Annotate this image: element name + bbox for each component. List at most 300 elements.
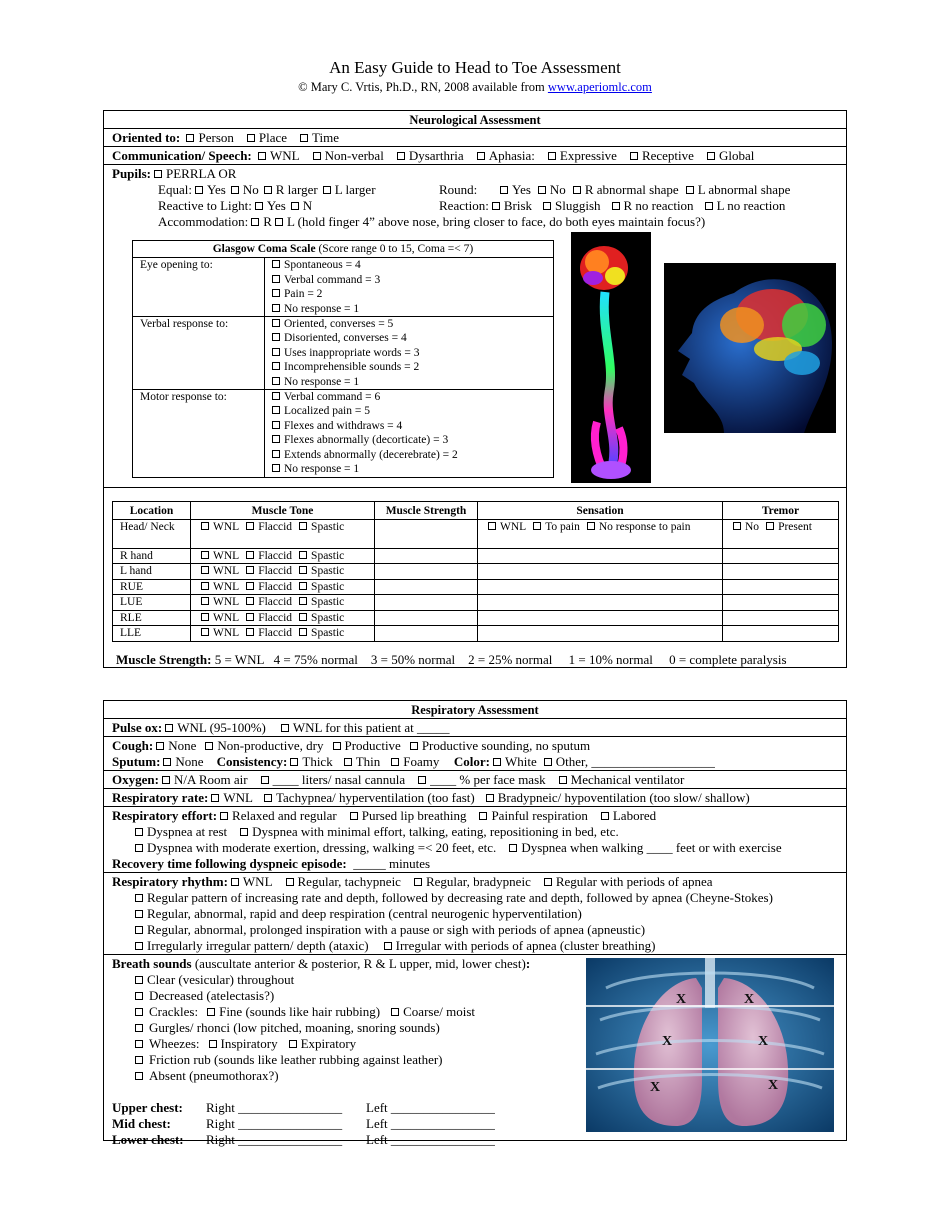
gcs-item [272, 448, 546, 462]
gcs-checkbox[interactable] [272, 304, 280, 312]
rhythm-pattern-option [132, 906, 582, 921]
pulse-options [162, 720, 461, 735]
tone-option [296, 550, 344, 562]
consistency-option [341, 754, 381, 769]
round-label: R abnormal shape [584, 182, 679, 197]
consistency-label: Foamy [403, 754, 440, 769]
reaction-label: Reaction: [439, 198, 489, 213]
tone-checkbox[interactable] [246, 551, 254, 559]
wheezes-checkbox[interactable] [135, 1040, 143, 1048]
sensation-cell [478, 579, 723, 595]
tone-option [198, 612, 239, 624]
comm-option [704, 148, 754, 163]
sensation-cell [478, 519, 723, 548]
tone-checkbox[interactable] [201, 582, 209, 590]
reaction-label: Brisk [503, 198, 532, 213]
dyspnea-option [506, 840, 781, 855]
tone-option [243, 565, 292, 577]
cough-checkbox[interactable] [410, 742, 418, 750]
wheezes-label: Expiratory [300, 1036, 357, 1051]
oriented-checkbox[interactable] [247, 134, 255, 142]
comm-option [627, 148, 694, 163]
comm-checkbox[interactable] [707, 152, 715, 160]
gcs-item [272, 346, 546, 360]
website-link[interactable]: www.aperiomlc.com [547, 80, 652, 94]
perrla-checkbox[interactable] [154, 170, 162, 178]
tone-checkbox[interactable] [201, 522, 209, 530]
gcs-note: (Score range 0 to 15, Coma =< 7) [318, 243, 474, 255]
cough-checkbox[interactable] [333, 742, 341, 750]
rhythm-pattern-option [132, 938, 369, 953]
rhythm-pattern-label: Irregular with periods of apnea (cluster breathing) [395, 938, 656, 953]
comm-checkbox[interactable] [313, 152, 321, 160]
tone-checkbox[interactable] [299, 566, 307, 574]
effort-row [104, 806, 846, 872]
color-checkbox[interactable] [493, 758, 501, 766]
sensation-checkbox[interactable] [587, 522, 595, 530]
rhythm-checkbox[interactable] [231, 878, 239, 886]
comm-checkbox[interactable] [548, 152, 556, 160]
dyspnea-option [237, 824, 619, 839]
tone-label: WNL [213, 611, 240, 624]
tone-checkbox[interactable] [201, 613, 209, 621]
rate-checkbox[interactable] [211, 794, 219, 802]
glasgow-coma-scale [132, 240, 554, 478]
round-option [497, 182, 531, 197]
comm-label: Global [718, 148, 755, 163]
consistency-label: Thick [302, 754, 333, 769]
tone-checkbox[interactable] [201, 566, 209, 574]
gcs-checkbox[interactable] [272, 260, 280, 268]
sensation-checkbox[interactable] [488, 522, 496, 530]
dyspnea-checkbox[interactable] [135, 828, 143, 836]
tone-label: Flaccid [258, 565, 293, 577]
tremor-cell [723, 626, 839, 642]
tone-label: WNL [213, 596, 240, 608]
gcs-item-label: No response = 1 [284, 463, 360, 476]
tone-checkbox[interactable] [201, 551, 209, 559]
reactive-label: Yes [266, 198, 286, 213]
tone-option [296, 521, 344, 533]
gcs-checkbox[interactable] [272, 333, 280, 341]
tone-label: WNL [213, 627, 240, 639]
tone-label: WNL [213, 565, 240, 577]
oxygen-option [159, 772, 248, 787]
muscle-tone-cell [191, 626, 375, 642]
comm-checkbox[interactable] [477, 152, 485, 160]
effort-checkbox[interactable] [350, 812, 358, 820]
oxygen-checkbox[interactable] [261, 776, 269, 784]
tone-option [198, 581, 239, 593]
crackles-label: Fine (sounds like hair rubbing) [219, 1004, 381, 1019]
cough-checkbox[interactable] [156, 742, 164, 750]
round-checkbox[interactable] [538, 186, 546, 194]
decreased-checkbox[interactable] [135, 992, 143, 1000]
gcs-item-label: No response = 1 [284, 375, 360, 388]
rhythm-option [541, 874, 713, 889]
sensation-option [530, 521, 580, 533]
tremor-cell [723, 519, 839, 548]
effort-label: Respiratory effort: [112, 808, 218, 823]
sensation-checkbox[interactable] [533, 522, 541, 530]
reactive-checkbox[interactable] [291, 202, 299, 210]
effort-option [476, 808, 587, 823]
cough-option [407, 738, 590, 753]
round-checkbox[interactable] [573, 186, 581, 194]
rhythm-pattern-checkbox[interactable] [135, 926, 143, 934]
gcs-item [272, 390, 546, 404]
tone-checkbox[interactable] [246, 566, 254, 574]
rhythm-pattern-option [381, 938, 656, 953]
chest-right-field[interactable]: Right ________________ [206, 1132, 343, 1147]
comm-checkbox[interactable] [397, 152, 405, 160]
tone-checkbox[interactable] [246, 522, 254, 530]
reaction-checkbox[interactable] [705, 202, 713, 210]
comm-label: Receptive [641, 148, 694, 163]
consistency-checkbox[interactable] [290, 758, 298, 766]
gcs-item [272, 287, 546, 301]
equal-checkbox[interactable] [264, 186, 272, 194]
gcs-checkbox[interactable] [272, 377, 280, 385]
crackles-checkbox[interactable] [207, 1008, 215, 1016]
pulse-checkbox[interactable] [165, 724, 173, 732]
rhythm-checkbox[interactable] [544, 878, 552, 886]
reaction-options [489, 198, 794, 213]
comm-checkbox[interactable] [630, 152, 638, 160]
rhythm-pattern-option [132, 890, 773, 905]
tone-checkbox[interactable] [246, 582, 254, 590]
rhythm-checkbox[interactable] [414, 878, 422, 886]
rate-checkbox[interactable] [264, 794, 272, 802]
tone-option [243, 521, 292, 533]
document-title: An Easy Guide to Head to Toe Assessment [329, 58, 621, 77]
accom-r-checkbox[interactable] [251, 218, 259, 226]
gcs-category: Verbal response to: [133, 317, 265, 390]
tone-checkbox[interactable] [246, 597, 254, 605]
comm-option [310, 148, 384, 163]
oriented-checkbox[interactable] [186, 134, 194, 142]
tone-option [243, 550, 292, 562]
equal-checkbox[interactable] [195, 186, 203, 194]
lung-marker: X [662, 1034, 673, 1049]
tremor-cell [723, 595, 839, 611]
muscle-tone-cell [191, 564, 375, 580]
oriented-option [297, 130, 339, 145]
rhythm-pattern-checkbox[interactable] [135, 894, 143, 902]
pulse-label: WNL for this patient at _____ [292, 720, 450, 735]
dyspnea-checkbox[interactable] [509, 844, 517, 852]
rhythm-pattern-label: Regular pattern of increasing rate and depth, followed by decreasing rate and depth, followed by apnea (Cheyne-Stokes) [147, 890, 773, 905]
reaction-checkbox[interactable] [492, 202, 500, 210]
equal-label: L larger [334, 182, 376, 197]
oriented-options [183, 130, 349, 145]
rate-option [208, 790, 253, 805]
gcs-checkbox[interactable] [272, 362, 280, 370]
sensation-cell [478, 548, 723, 564]
equal-options [192, 182, 378, 197]
rate-label: Bradypneic/ hypoventilation (too slow/ shallow) [497, 790, 750, 805]
tremor-checkbox[interactable] [733, 522, 741, 530]
gcs-row [133, 390, 554, 477]
gcs-item [272, 258, 546, 272]
neuro-header: Neurological Assessment [409, 113, 541, 127]
comm-row [104, 146, 846, 164]
copyright-line [0, 80, 950, 95]
muscle-location: Head/ Neck [113, 519, 191, 548]
gcs-options [265, 317, 554, 390]
chest-left-field[interactable]: Left ________________ [366, 1132, 495, 1147]
wheezes-checkbox[interactable] [289, 1040, 297, 1048]
gcs-item-label: Localized pain = 5 [284, 405, 370, 418]
tone-option [296, 627, 344, 639]
gcs-checkbox[interactable] [272, 421, 280, 429]
muscle-location: LUE [113, 595, 191, 611]
tone-checkbox[interactable] [246, 613, 254, 621]
round-checkbox[interactable] [500, 186, 508, 194]
crackles-label: Crackles: [149, 1004, 199, 1019]
rhythm-pattern-checkbox[interactable] [384, 942, 392, 950]
muscle-location: RLE [113, 610, 191, 626]
rhythm-line [112, 922, 838, 938]
comm-label: WNL [270, 148, 300, 163]
oriented-label: Person [198, 130, 234, 145]
effort-option [347, 808, 467, 823]
muscle-location: L hand [113, 564, 191, 580]
recovery-label: Recovery time following dyspneic episode: [112, 856, 347, 871]
oxygen-options [159, 772, 694, 787]
tone-label: Flaccid [258, 580, 293, 593]
gcs-item-label: Disoriented, converses = 4 [284, 332, 407, 345]
round-checkbox[interactable] [686, 186, 694, 194]
consistency-checkbox[interactable] [391, 758, 399, 766]
dyspnea-option [132, 824, 227, 839]
color-checkbox[interactable] [544, 758, 552, 766]
oxygen-option [415, 772, 546, 787]
rhythm-pattern-checkbox[interactable] [135, 910, 143, 918]
gcs-checkbox[interactable] [272, 319, 280, 327]
consistency-label: Consistency: [216, 754, 288, 769]
comm-option [474, 148, 535, 163]
oriented-checkbox[interactable] [300, 134, 308, 142]
accom-l-checkbox[interactable] [275, 218, 283, 226]
consistency-option [388, 754, 439, 769]
gcs-checkbox[interactable] [272, 435, 280, 443]
tone-option [198, 550, 239, 562]
oriented-option [244, 130, 287, 145]
reactive-checkbox[interactable] [255, 202, 263, 210]
recovery-value: _____ minutes [353, 856, 431, 871]
rate-option [261, 790, 475, 805]
tremor-checkbox[interactable] [766, 522, 774, 530]
rhythm-label: Regular with periods of apnea [555, 874, 713, 889]
color-label: Color: [453, 754, 490, 769]
gcs-item-label: No response = 1 [284, 302, 360, 315]
col-location: Location [113, 502, 191, 520]
gcs-checkbox[interactable] [272, 275, 280, 283]
friction-checkbox[interactable] [135, 1056, 143, 1064]
tone-label: WNL [213, 520, 240, 533]
muscle-location: LLE [113, 626, 191, 642]
sensation-label: No response to pain [598, 520, 691, 533]
crackles-option [388, 1004, 475, 1019]
effort-label: Relaxed and regular [232, 808, 337, 823]
breath-label: Clear (vesicular) throughout [147, 972, 295, 987]
absent-label: Absent (pneumothorax?) [149, 1068, 279, 1083]
reaction-option [489, 198, 532, 213]
wheezes-label: Wheezes: [149, 1036, 200, 1051]
comm-checkbox[interactable] [258, 152, 266, 160]
muscle-strength-cell [375, 579, 478, 595]
equal-option [228, 182, 259, 197]
round-label: Yes [512, 182, 531, 197]
head-brain-image [664, 263, 836, 433]
oxygen-option [258, 772, 406, 787]
gcs-item-label: Spontaneous = 4 [284, 259, 361, 272]
tone-label: Spastic [311, 549, 345, 562]
dyspnea-label: Dyspnea when walking ____ feet or with exercise [521, 840, 782, 855]
tone-option [198, 596, 239, 608]
cough-row [104, 736, 846, 770]
rhythm-pattern-checkbox[interactable] [135, 942, 143, 950]
pulse-checkbox[interactable] [281, 724, 289, 732]
tone-checkbox[interactable] [246, 628, 254, 636]
cough-option [330, 738, 401, 753]
tone-checkbox[interactable] [299, 582, 307, 590]
muscle-strength-cell [375, 610, 478, 626]
dyspnea-label: Dyspnea at rest [147, 824, 228, 839]
oxygen-checkbox[interactable] [162, 776, 170, 784]
sputum-label: Sputum: [112, 754, 161, 769]
cough-checkbox[interactable] [205, 742, 213, 750]
reaction-label: R no reaction [623, 198, 694, 213]
reaction-option [540, 198, 601, 213]
effort-checkbox[interactable] [601, 812, 609, 820]
chest-right-field[interactable]: Right ________________ [206, 1100, 343, 1115]
oxygen-checkbox[interactable] [559, 776, 567, 784]
gcs-options [265, 258, 554, 317]
gcs-checkbox[interactable] [272, 450, 280, 458]
accom-label: Accommodation: [158, 214, 249, 229]
crackles-checkbox[interactable] [135, 1008, 143, 1016]
gcs-category: Eye opening to: [133, 258, 265, 317]
tone-checkbox[interactable] [299, 551, 307, 559]
rhythm-row [104, 872, 846, 954]
dyspnea-checkbox[interactable] [240, 828, 248, 836]
gcs-checkbox[interactable] [272, 406, 280, 414]
strength-scale-row [116, 652, 787, 668]
gcs-row [133, 258, 554, 317]
comm-label: Aphasia: [488, 148, 535, 163]
gcs-item-label: Verbal command = 6 [284, 391, 381, 404]
rhythm-options [228, 874, 723, 889]
muscle-tone-cell [191, 579, 375, 595]
equal-option [261, 182, 318, 197]
sensation-cell [478, 626, 723, 642]
tone-label: WNL [213, 549, 240, 562]
reaction-checkbox[interactable] [612, 202, 620, 210]
gcs-item [272, 317, 546, 331]
gcs-category: Motor response to: [133, 390, 265, 477]
comm-label: Communication/ Speech: [112, 148, 252, 163]
lung-marker: X [758, 1034, 769, 1049]
sensation-label: WNL [500, 520, 527, 533]
chest-right-field[interactable]: Right ________________ [206, 1116, 343, 1131]
breath-label: Breath sounds [112, 956, 192, 971]
consistency-checkbox[interactable] [344, 758, 352, 766]
gcs-item [272, 360, 546, 374]
tone-checkbox[interactable] [299, 628, 307, 636]
rhythm-last-line [112, 938, 838, 954]
tone-checkbox[interactable] [299, 613, 307, 621]
chest-label: Lower chest: [112, 1132, 184, 1147]
equal-checkbox[interactable] [231, 186, 239, 194]
effort-checkbox[interactable] [220, 812, 228, 820]
color-option [541, 754, 715, 769]
tone-checkbox[interactable] [201, 597, 209, 605]
rate-checkbox[interactable] [486, 794, 494, 802]
effort-label: Pursed lip breathing [361, 808, 467, 823]
consistency-options [287, 754, 447, 769]
wheezes-option [206, 1036, 278, 1051]
reaction-option [609, 198, 694, 213]
col-sensation: Sensation [478, 502, 723, 520]
gcs-checkbox[interactable] [272, 392, 280, 400]
crackles-checkbox[interactable] [391, 1008, 399, 1016]
gcs-checkbox[interactable] [272, 289, 280, 297]
absent-checkbox[interactable] [135, 1072, 143, 1080]
sputum-none-checkbox[interactable] [163, 758, 171, 766]
gurgles-checkbox[interactable] [135, 1024, 143, 1032]
reaction-checkbox[interactable] [543, 202, 551, 210]
rhythm-lines [112, 890, 838, 938]
gcs-checkbox[interactable] [272, 348, 280, 356]
rhythm-checkbox[interactable] [286, 878, 294, 886]
tone-checkbox[interactable] [299, 597, 307, 605]
rhythm-label: WNL [242, 874, 273, 889]
lung-marker: X [650, 1080, 661, 1095]
wheezes-label: Inspiratory [220, 1036, 278, 1051]
dyspnea-checkbox[interactable] [135, 844, 143, 852]
pulse-label: Pulse ox: [112, 720, 163, 735]
tone-label: Spastic [311, 611, 345, 624]
tone-label: Flaccid [258, 596, 293, 608]
rhythm-option [228, 874, 273, 889]
chest-left-field[interactable]: Left ________________ [366, 1116, 495, 1131]
tone-checkbox[interactable] [299, 522, 307, 530]
chest-left-field[interactable]: Left ________________ [366, 1100, 495, 1115]
reactive-options [252, 198, 314, 213]
effort-checkbox[interactable] [479, 812, 487, 820]
equal-checkbox[interactable] [323, 186, 331, 194]
effort-label: Painful respiration [491, 808, 588, 823]
rhythm-pattern-label: Regular, abnormal, rapid and deep respiration (central neurogenic hyperventilation) [147, 906, 582, 921]
tremor-label: Present [778, 520, 812, 533]
rhythm-label: Regular, tachypneic [297, 874, 401, 889]
reaction-label: Sluggish [555, 198, 601, 213]
tone-checkbox[interactable] [201, 628, 209, 636]
rhythm-option [411, 874, 531, 889]
tone-label: Flaccid [258, 611, 293, 624]
muscle-strength-cell [375, 519, 478, 548]
breath-checkbox[interactable] [135, 976, 143, 984]
resp-header: Respiratory Assessment [411, 703, 539, 717]
rate-row [104, 788, 846, 806]
lungs-image [586, 958, 834, 1132]
gcs-checkbox[interactable] [272, 464, 280, 472]
chest-label: Mid chest: [112, 1116, 171, 1131]
wheezes-checkbox[interactable] [209, 1040, 217, 1048]
oxygen-checkbox[interactable] [418, 776, 426, 784]
